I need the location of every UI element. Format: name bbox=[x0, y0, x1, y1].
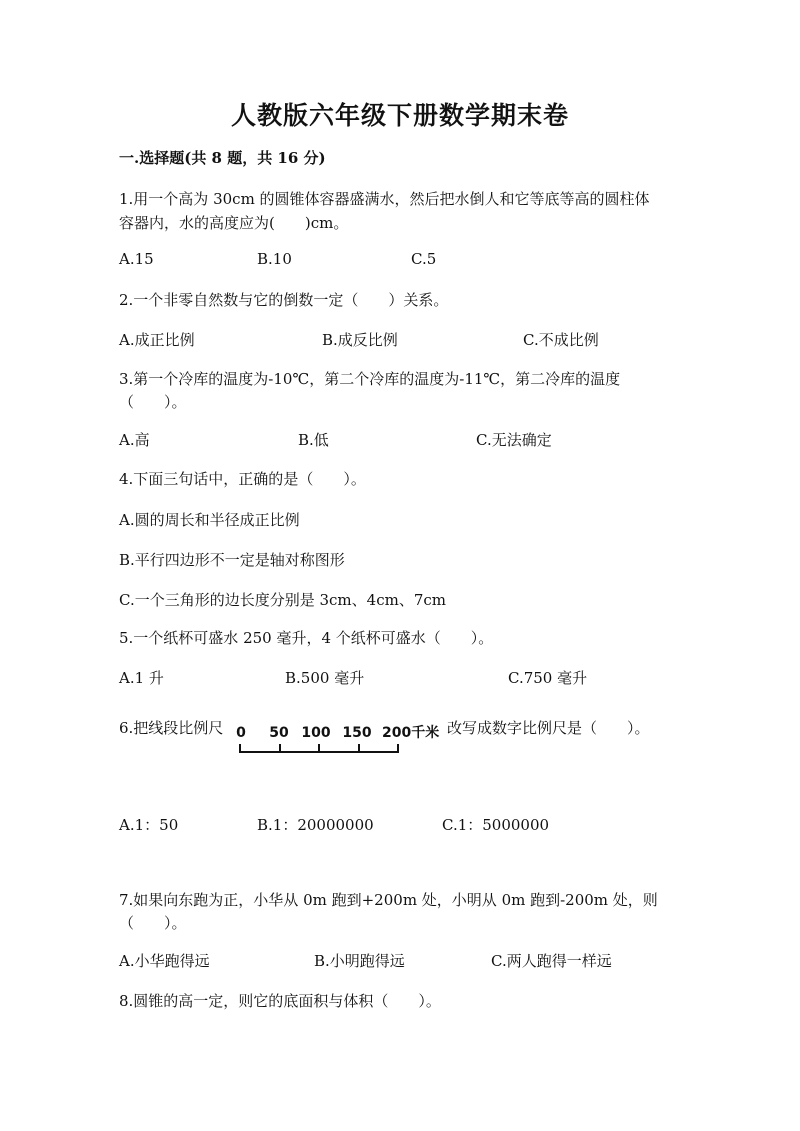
question-2-option-a: A.成正比例 bbox=[119, 331, 195, 349]
question-4-option-a: A.圆的周长和半径成正比例 bbox=[119, 511, 300, 529]
scale-label-150: 150 bbox=[342, 725, 372, 741]
question-4-line-1: 4.下面三句话中，正确的是（ ）。 bbox=[119, 470, 366, 488]
scale-label-100: 100 bbox=[301, 725, 331, 741]
question-2-option-c: C.不成比例 bbox=[523, 331, 599, 349]
question-6-prefix: 6.把线段比例尺 bbox=[119, 719, 224, 737]
question-4-option-c: C.一个三角形的边长度分别是 3cm、4cm、7cm bbox=[119, 591, 446, 609]
line-scale-figure bbox=[236, 722, 446, 758]
question-5-option-c: C.750 毫升 bbox=[508, 669, 588, 687]
question-8-line-1: 8.圆锥的高一定，则它的底面积与体积（ ）。 bbox=[119, 992, 441, 1010]
question-3-line-2: （ ）。 bbox=[119, 393, 187, 411]
question-3-option-b: B.低 bbox=[298, 431, 329, 449]
question-5-option-b: B.500 毫升 bbox=[285, 669, 365, 687]
question-3-option-a: A.高 bbox=[119, 431, 150, 449]
question-7-option-a: A.小华跑得远 bbox=[119, 952, 210, 970]
question-5-line-1: 5.一个纸杯可盛水 250 毫升，4 个纸杯可盛水（ ）。 bbox=[119, 629, 494, 647]
scale-label-0: 0 bbox=[236, 725, 246, 741]
question-7-option-b: B.小明跑得远 bbox=[314, 952, 405, 970]
question-1-option-a: A.15 bbox=[119, 250, 154, 268]
question-6-option-c: C.1：5000000 bbox=[442, 816, 550, 834]
question-7-option-c: C.两人跑得一样远 bbox=[491, 952, 612, 970]
scale-bar bbox=[240, 744, 399, 753]
question-2-line-1: 2.一个非零自然数与它的倒数一定（ ）关系。 bbox=[119, 291, 449, 309]
question-1-line-1: 1.用一个高为 30cm 的圆锥体容器盛满水，然后把水倒人和它等底等高的圆柱体 bbox=[119, 190, 650, 208]
question-2-option-b: B.成反比例 bbox=[322, 331, 398, 349]
question-4-option-b: B.平行四边形不一定是轴对称图形 bbox=[119, 551, 345, 569]
question-1-line-2: 容器内，水的高度应为( )cm。 bbox=[119, 214, 349, 232]
exam-title: 人教版六年级下册数学期末卷 bbox=[230, 101, 569, 130]
section-heading: 一.选择题(共 8 题，共 16 分) bbox=[119, 149, 326, 167]
scale-label-200: 200千米 bbox=[382, 725, 440, 741]
scale-label-50: 50 bbox=[269, 725, 289, 741]
question-7-line-1: 7.如果向东跑为正，小华从 0m 跑到+200m 处，小明从 0m 跑到-200m 处，则 bbox=[119, 891, 658, 909]
question-7-line-2: （ ）。 bbox=[119, 914, 187, 932]
question-3-line-1: 3.第一个冷库的温度为-10℃，第二个冷库的温度为-11℃，第二冷库的温度 bbox=[119, 370, 621, 388]
question-6-suffix: 改写成数字比例尺是（ ）。 bbox=[447, 719, 650, 737]
question-6-option-a: A.1：50 bbox=[119, 816, 179, 834]
question-6-option-b: B.1：20000000 bbox=[257, 816, 374, 834]
question-1-option-c: C.5 bbox=[411, 250, 437, 268]
question-3-option-c: C.无法确定 bbox=[476, 431, 552, 449]
question-1-option-b: B.10 bbox=[257, 250, 292, 268]
question-5-option-a: A.1 升 bbox=[119, 669, 164, 687]
